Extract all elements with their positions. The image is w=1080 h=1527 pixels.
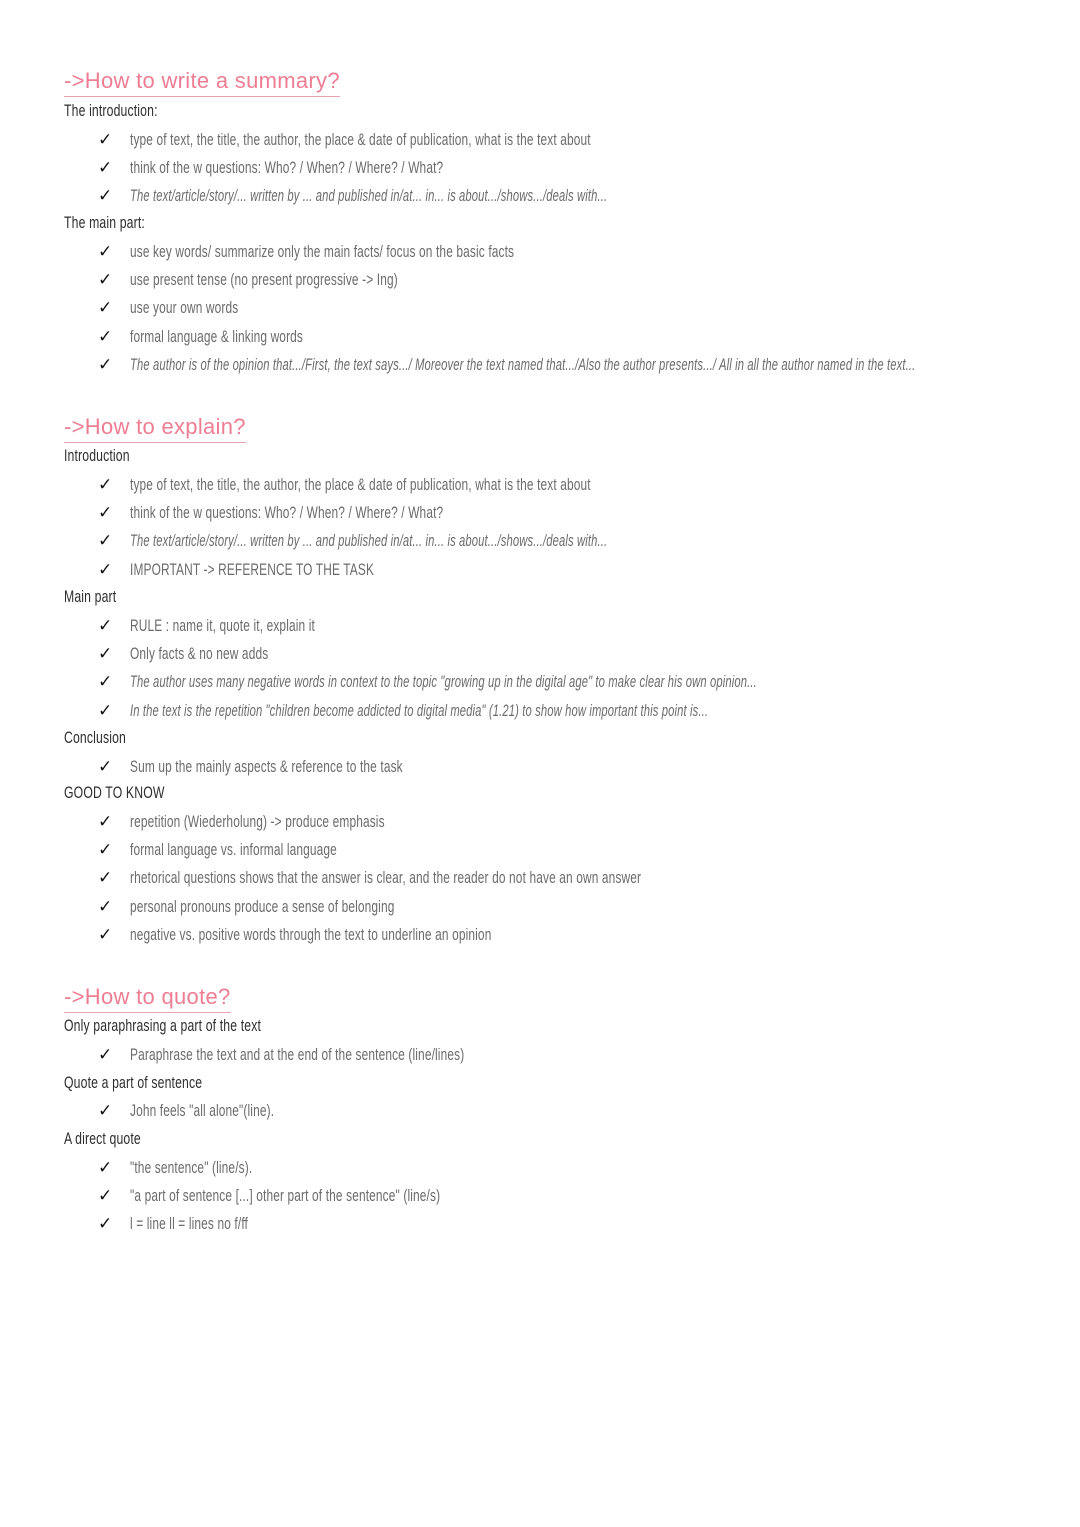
bullet-text: "the sentence" (line/s). <box>130 1158 253 1177</box>
checkmark-icon: ✓ <box>98 1045 113 1065</box>
checkmark-icon: ✓ <box>98 1101 113 1121</box>
checkmark-icon: ✓ <box>98 503 113 524</box>
bullet-text: IMPORTANT -> REFERENCE TO THE TASK <box>130 559 375 579</box>
checkmark-icon: ✓ <box>98 242 113 262</box>
checkmark-icon: ✓ <box>98 1186 113 1207</box>
checkmark-icon: ✓ <box>98 812 113 832</box>
checkmark-icon: ✓ <box>98 475 113 495</box>
checkmark-icon: ✓ <box>98 896 113 917</box>
group-label: The main part: <box>64 213 145 232</box>
checkmark-icon: ✓ <box>98 270 113 291</box>
bullet-text: Sum up the mainly aspects & reference to the task <box>130 757 403 776</box>
group-label: The introduction: <box>64 101 158 120</box>
checkmark-icon: ✓ <box>98 531 113 552</box>
bullet-text: In the text is the repetition "children become addicted to digital media" (1.21) to show how important this point is... <box>130 700 709 720</box>
bullet-text: type of text, the title, the author, the place & date of publication, what is the text about <box>130 130 591 149</box>
section-heading: ->How to write a summary? <box>64 68 340 97</box>
bullet-text: think of the w questions: Who? / When? / Where? / What? <box>130 503 444 523</box>
bullet-text: formal language & linking words <box>130 326 304 346</box>
checkmark-icon: ✓ <box>98 840 113 861</box>
group-label: Only paraphrasing a part of the text <box>64 1016 262 1035</box>
bullet-text: RULE : name it, quote it, explain it <box>130 616 315 635</box>
checkmark-icon: ✓ <box>98 1214 113 1235</box>
checkmark-icon: ✓ <box>98 298 113 319</box>
group-label: A direct quote <box>64 1129 141 1148</box>
bullet-text: Only facts & no new adds <box>130 644 269 664</box>
bullet-text: use your own words <box>130 298 239 318</box>
group-label: Introduction <box>64 446 130 465</box>
checkmark-icon: ✓ <box>98 868 113 889</box>
checkmark-icon: ✓ <box>98 326 113 347</box>
bullet-text: use key words/ summarize only the main facts/ focus on the basic facts <box>130 242 515 261</box>
group-label: Conclusion <box>64 728 126 747</box>
checkmark-icon: ✓ <box>98 924 113 945</box>
section-heading: ->How to quote? <box>64 984 231 1013</box>
group-label: Quote a part of sentence <box>64 1073 203 1092</box>
bullet-text: The text/article/story/... written by ... and published in/at... in... is about.../shows.../deals with... <box>130 531 608 551</box>
checkmark-icon: ✓ <box>98 354 113 375</box>
bullet-text: l = line ll = lines no f/ff <box>130 1214 249 1234</box>
bullet-text: John feels "all alone"(line). <box>130 1101 275 1120</box>
bullet-text: "a part of sentence [...] other part of the sentence" (line/s) <box>130 1186 441 1206</box>
checkmark-icon: ✓ <box>98 186 113 207</box>
bullet-text: formal language vs. informal language <box>130 840 337 860</box>
checkmark-icon: ✓ <box>98 757 113 777</box>
checkmark-icon: ✓ <box>98 644 113 665</box>
bullet-text: personal pronouns produce a sense of belonging <box>130 896 395 916</box>
section-heading: ->How to explain? <box>64 414 246 443</box>
bullet-text: think of the w questions: Who? / When? / Where? / What? <box>130 158 444 178</box>
bullet-text: Paraphrase the text and at the end of the sentence (line/lines) <box>130 1045 465 1064</box>
bullet-text: repetition (Wiederholung) -> produce emphasis <box>130 812 385 831</box>
checkmark-icon: ✓ <box>98 1158 113 1178</box>
bullet-text: negative vs. positive words through the text to underline an opinion <box>130 924 492 944</box>
bullet-text: The author is of the opinion that.../First, the text says.../ Moreover the text named that.../Also the author presents.../ All in all the author named in the text... <box>130 354 916 374</box>
checkmark-icon: ✓ <box>98 616 113 636</box>
bullet-text: use present tense (no present progressive -> Ing) <box>130 270 398 290</box>
checkmark-icon: ✓ <box>98 672 113 693</box>
checkmark-icon: ✓ <box>98 158 113 179</box>
bullet-text: The author uses many negative words in context to the topic "growing up in the digital age" to make clear his own opinion... <box>130 672 757 692</box>
checkmark-icon: ✓ <box>98 130 113 150</box>
checkmark-icon: ✓ <box>98 700 113 721</box>
bullet-text: type of text, the title, the author, the place & date of publication, what is the text about <box>130 475 591 494</box>
bullet-text: rhetorical questions shows that the answer is clear, and the reader do not have an own answer <box>130 868 642 888</box>
group-label: Main part <box>64 587 117 606</box>
bullet-text: The text/article/story/... written by ... and published in/at... in... is about.../shows.../deals with... <box>130 186 608 206</box>
checkmark-icon: ✓ <box>98 559 113 580</box>
group-label: GOOD TO KNOW <box>64 783 165 802</box>
